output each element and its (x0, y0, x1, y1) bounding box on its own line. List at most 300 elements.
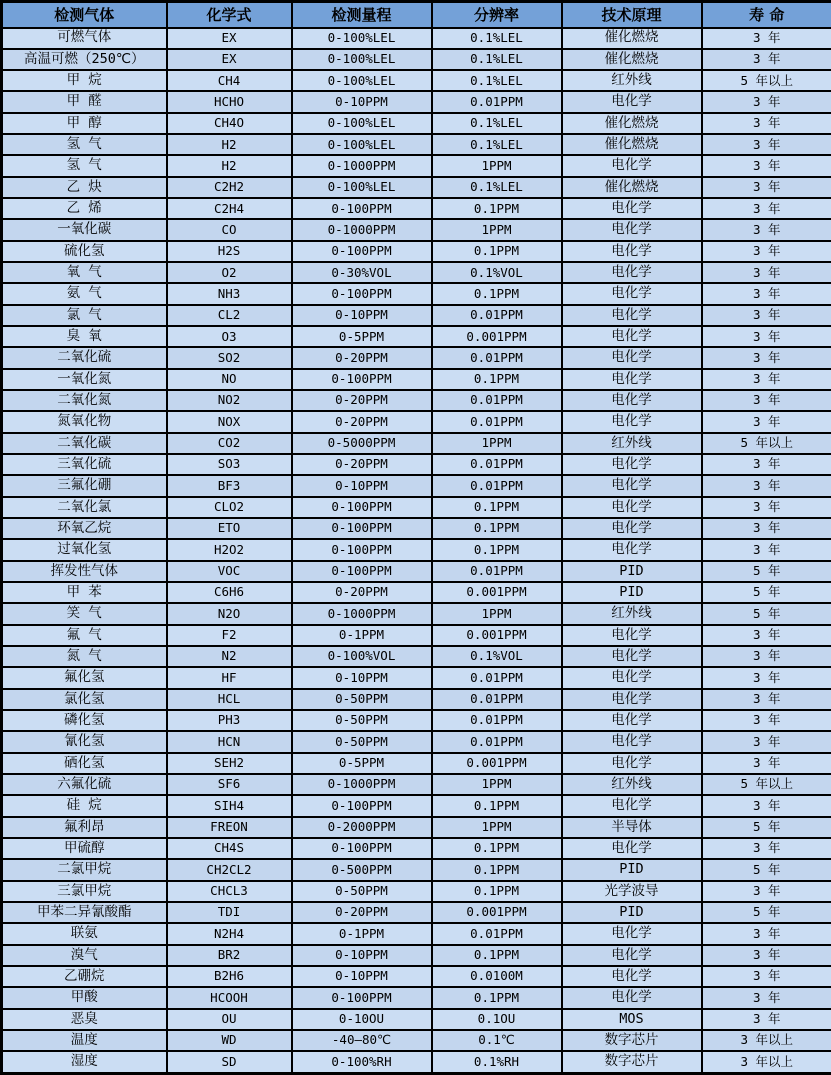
cell-technology: 电化学 (562, 646, 702, 667)
cell-technology: 电化学 (562, 497, 702, 518)
cell-gas-name: 环氧乙烷 (2, 518, 167, 539)
cell-detection-range: 0-20PPM (292, 390, 432, 411)
cell-detection-range: 0-100PPM (292, 283, 432, 304)
cell-chemical-formula: CHCL3 (167, 881, 292, 902)
cell-technology: 催化燃烧 (562, 134, 702, 155)
cell-lifespan: 3 年 (702, 795, 831, 816)
cell-technology: 电化学 (562, 689, 702, 710)
cell-technology: 电化学 (562, 454, 702, 475)
cell-detection-range: 0-20PPM (292, 454, 432, 475)
cell-gas-name: 甲苯二异氰酸酯 (2, 902, 167, 923)
cell-gas-name: 挥发性气体 (2, 561, 167, 582)
cell-chemical-formula: OU (167, 1009, 292, 1030)
table-row (2, 177, 831, 198)
cell-resolution: 0.01PPM (432, 731, 562, 752)
cell-gas-name: 甲 苯 (2, 582, 167, 603)
cell-detection-range: 0-100%LEL (292, 113, 432, 134)
cell-detection-range: 0-100%LEL (292, 28, 432, 49)
cell-technology: 电化学 (562, 838, 702, 859)
cell-lifespan: 3 年 (702, 390, 831, 411)
cell-resolution: 0.1%LEL (432, 113, 562, 134)
cell-chemical-formula: N2 (167, 646, 292, 667)
cell-resolution: 0.001PPM (432, 326, 562, 347)
cell-technology: 数字芯片 (562, 1030, 702, 1051)
table-row (2, 753, 831, 774)
cell-chemical-formula: C2H4 (167, 198, 292, 219)
cell-detection-range: 0-1000PPM (292, 155, 432, 176)
cell-detection-range: 0-10PPM (292, 966, 432, 987)
cell-chemical-formula: ETO (167, 518, 292, 539)
cell-lifespan: 3 年 (702, 966, 831, 987)
cell-lifespan: 3 年 (702, 219, 831, 240)
cell-chemical-formula: F2 (167, 625, 292, 646)
table-row (2, 625, 831, 646)
gas-table-body (2, 28, 831, 1074)
cell-chemical-formula: HCHO (167, 91, 292, 112)
cell-detection-range: 0-100PPM (292, 795, 432, 816)
cell-chemical-formula: NOX (167, 411, 292, 432)
cell-detection-range: 0-1000PPM (292, 774, 432, 795)
cell-gas-name: 氧 气 (2, 262, 167, 283)
cell-detection-range: 0-5000PPM (292, 433, 432, 454)
table-row (2, 603, 831, 624)
table-row (2, 198, 831, 219)
cell-chemical-formula: SD (167, 1051, 292, 1073)
cell-technology: 电化学 (562, 945, 702, 966)
cell-detection-range: 0-100PPM (292, 561, 432, 582)
cell-gas-name: 甲硫醇 (2, 838, 167, 859)
cell-resolution: 0.01PPM (432, 390, 562, 411)
cell-technology: 催化燃烧 (562, 177, 702, 198)
cell-gas-name: 硒化氢 (2, 753, 167, 774)
cell-lifespan: 5 年 (702, 561, 831, 582)
table-row (2, 347, 831, 368)
cell-detection-range: 0-10PPM (292, 91, 432, 112)
cell-technology: 电化学 (562, 219, 702, 240)
cell-technology: 电化学 (562, 475, 702, 496)
table-row (2, 305, 831, 326)
cell-gas-name: 硫化氢 (2, 241, 167, 262)
cell-resolution: 0.0100M (432, 966, 562, 987)
cell-lifespan: 3 年 (702, 177, 831, 198)
cell-lifespan: 3 年 (702, 753, 831, 774)
cell-gas-name: 乙 烯 (2, 198, 167, 219)
cell-gas-name: 氢 气 (2, 134, 167, 155)
cell-gas-name: 氟化氢 (2, 667, 167, 688)
cell-technology: PID (562, 561, 702, 582)
cell-lifespan: 3 年 (702, 134, 831, 155)
cell-technology: PID (562, 582, 702, 603)
cell-detection-range: 0-10OU (292, 1009, 432, 1030)
cell-technology: 电化学 (562, 326, 702, 347)
cell-technology: 电化学 (562, 710, 702, 731)
table-row (2, 710, 831, 731)
cell-resolution: 0.01PPM (432, 91, 562, 112)
cell-gas-name: 二氧化碳 (2, 433, 167, 454)
cell-technology: 电化学 (562, 91, 702, 112)
cell-chemical-formula: VOC (167, 561, 292, 582)
cell-technology: 电化学 (562, 369, 702, 390)
cell-resolution: 0.1PPM (432, 859, 562, 880)
cell-chemical-formula: H2 (167, 155, 292, 176)
cell-technology: PID (562, 902, 702, 923)
cell-resolution: 0.1PPM (432, 945, 562, 966)
cell-lifespan: 3 年 (702, 667, 831, 688)
table-row (2, 987, 831, 1008)
cell-lifespan: 3 年 (702, 369, 831, 390)
cell-detection-range: 0-1PPM (292, 923, 432, 944)
cell-chemical-formula: SIH4 (167, 795, 292, 816)
cell-chemical-formula: EX (167, 28, 292, 49)
header-row (2, 2, 831, 28)
table-header (2, 2, 831, 28)
cell-chemical-formula: NO (167, 369, 292, 390)
cell-chemical-formula: PH3 (167, 710, 292, 731)
table-row (2, 689, 831, 710)
cell-gas-name: 湿度 (2, 1051, 167, 1073)
header-gas-name: 检测气体 (2, 2, 167, 28)
cell-technology: 电化学 (562, 625, 702, 646)
table-row (2, 774, 831, 795)
cell-gas-name: 氯 气 (2, 305, 167, 326)
cell-gas-name: 可燃气体 (2, 28, 167, 49)
cell-technology: 电化学 (562, 241, 702, 262)
cell-gas-name: 氟 气 (2, 625, 167, 646)
cell-technology: 电化学 (562, 966, 702, 987)
table-row (2, 561, 831, 582)
cell-resolution: 0.01PPM (432, 411, 562, 432)
cell-lifespan: 3 年 (702, 241, 831, 262)
table-row (2, 70, 831, 91)
table-row (2, 795, 831, 816)
cell-detection-range: 0-10PPM (292, 945, 432, 966)
cell-detection-range: 0-100%LEL (292, 134, 432, 155)
cell-lifespan: 5 年 (702, 582, 831, 603)
cell-lifespan: 3 年 (702, 497, 831, 518)
cell-gas-name: 六氟化硫 (2, 774, 167, 795)
cell-resolution: 0.1PPM (432, 369, 562, 390)
cell-chemical-formula: CH4S (167, 838, 292, 859)
cell-resolution: 0.01PPM (432, 454, 562, 475)
cell-gas-name: 笑 气 (2, 603, 167, 624)
cell-detection-range: 0-1PPM (292, 625, 432, 646)
cell-chemical-formula: CO (167, 219, 292, 240)
cell-gas-name: 三氧化硫 (2, 454, 167, 475)
cell-chemical-formula: CO2 (167, 433, 292, 454)
cell-resolution: 0.001PPM (432, 902, 562, 923)
cell-resolution: 0.1%LEL (432, 49, 562, 70)
cell-technology: 红外线 (562, 603, 702, 624)
cell-gas-name: 一氧化碳 (2, 219, 167, 240)
cell-gas-name: 温度 (2, 1030, 167, 1051)
cell-resolution: 0.1PPM (432, 497, 562, 518)
cell-technology: 催化燃烧 (562, 49, 702, 70)
table-row (2, 113, 831, 134)
cell-lifespan: 3 年 (702, 646, 831, 667)
cell-resolution: 0.01PPM (432, 475, 562, 496)
cell-lifespan: 5 年 (702, 902, 831, 923)
cell-gas-name: 乙 炔 (2, 177, 167, 198)
cell-lifespan: 5 年以上 (702, 70, 831, 91)
header-technology: 技术原理 (562, 2, 702, 28)
cell-lifespan: 3 年 (702, 326, 831, 347)
cell-chemical-formula: C6H6 (167, 582, 292, 603)
cell-technology: 电化学 (562, 390, 702, 411)
table-row (2, 454, 831, 475)
table-row (2, 326, 831, 347)
cell-detection-range: 0-1000PPM (292, 603, 432, 624)
cell-resolution: 0.1PPM (432, 795, 562, 816)
cell-resolution: 0.1PPM (432, 241, 562, 262)
cell-gas-name: 氮氧化物 (2, 411, 167, 432)
cell-technology: 半导体 (562, 817, 702, 838)
table-row (2, 411, 831, 432)
cell-technology: 红外线 (562, 774, 702, 795)
cell-resolution: 0.001PPM (432, 582, 562, 603)
cell-resolution: 1PPM (432, 774, 562, 795)
cell-gas-name: 二氧化氯 (2, 497, 167, 518)
cell-lifespan: 5 年 (702, 859, 831, 880)
cell-resolution: 0.1PPM (432, 198, 562, 219)
cell-chemical-formula: NH3 (167, 283, 292, 304)
header-lifespan: 寿 命 (702, 2, 831, 28)
cell-lifespan: 3 年 (702, 411, 831, 432)
cell-lifespan: 3 年 (702, 91, 831, 112)
cell-resolution: 0.1%VOL (432, 262, 562, 283)
cell-gas-name: 臭 氧 (2, 326, 167, 347)
table-row (2, 283, 831, 304)
table-row (2, 49, 831, 70)
cell-lifespan: 3 年 (702, 987, 831, 1008)
cell-gas-name: 氟利昂 (2, 817, 167, 838)
cell-chemical-formula: CH2CL2 (167, 859, 292, 880)
cell-technology: 光学波导 (562, 881, 702, 902)
cell-lifespan: 5 年 (702, 603, 831, 624)
cell-technology: PID (562, 859, 702, 880)
cell-lifespan: 3 年 (702, 28, 831, 49)
cell-gas-name: 三氟化硼 (2, 475, 167, 496)
cell-detection-range: 0-100PPM (292, 838, 432, 859)
cell-detection-range: 0-50PPM (292, 710, 432, 731)
cell-technology: 催化燃烧 (562, 28, 702, 49)
cell-lifespan: 5 年以上 (702, 433, 831, 454)
cell-technology: 电化学 (562, 411, 702, 432)
cell-gas-name: 溴气 (2, 945, 167, 966)
cell-chemical-formula: SO3 (167, 454, 292, 475)
cell-detection-range: 0-2000PPM (292, 817, 432, 838)
cell-resolution: 0.1%LEL (432, 70, 562, 91)
cell-resolution: 0.01PPM (432, 561, 562, 582)
cell-gas-name: 磷化氢 (2, 710, 167, 731)
table-row (2, 966, 831, 987)
cell-technology: 电化学 (562, 262, 702, 283)
cell-gas-name: 乙硼烷 (2, 966, 167, 987)
cell-lifespan: 3 年 (702, 518, 831, 539)
table-row (2, 646, 831, 667)
cell-lifespan: 3 年以上 (702, 1030, 831, 1051)
cell-technology: 催化燃烧 (562, 113, 702, 134)
cell-technology: 电化学 (562, 731, 702, 752)
cell-resolution: 0.1PPM (432, 838, 562, 859)
table-row (2, 369, 831, 390)
cell-gas-name: 二氧化硫 (2, 347, 167, 368)
cell-lifespan: 5 年 (702, 817, 831, 838)
table-row (2, 539, 831, 560)
table-row (2, 582, 831, 603)
table-row (2, 518, 831, 539)
table-row (2, 134, 831, 155)
cell-chemical-formula: HCL (167, 689, 292, 710)
cell-gas-name: 甲酸 (2, 987, 167, 1008)
cell-detection-range: 0-10PPM (292, 667, 432, 688)
cell-lifespan: 3 年 (702, 731, 831, 752)
cell-lifespan: 3 年 (702, 283, 831, 304)
cell-resolution: 0.1PPM (432, 987, 562, 1008)
cell-resolution: 0.1%LEL (432, 28, 562, 49)
header-resolution: 分辨率 (432, 2, 562, 28)
cell-detection-range: 0-50PPM (292, 731, 432, 752)
cell-detection-range: 0-100%LEL (292, 49, 432, 70)
cell-detection-range: -40—80℃ (292, 1030, 432, 1051)
cell-lifespan: 3 年 (702, 923, 831, 944)
cell-detection-range: 0-100PPM (292, 518, 432, 539)
cell-chemical-formula: CH4 (167, 70, 292, 91)
cell-lifespan: 3 年 (702, 838, 831, 859)
cell-technology: 数字芯片 (562, 1051, 702, 1073)
cell-chemical-formula: B2H6 (167, 966, 292, 987)
cell-detection-range: 0-20PPM (292, 902, 432, 923)
table-row (2, 262, 831, 283)
cell-gas-name: 联氨 (2, 923, 167, 944)
cell-lifespan: 3 年 (702, 49, 831, 70)
cell-gas-name: 二氯甲烷 (2, 859, 167, 880)
cell-detection-range: 0-30%VOL (292, 262, 432, 283)
table-row (2, 945, 831, 966)
cell-chemical-formula: H2 (167, 134, 292, 155)
cell-resolution: 0.1%VOL (432, 646, 562, 667)
table-row (2, 923, 831, 944)
cell-detection-range: 0-100PPM (292, 539, 432, 560)
cell-resolution: 0.1PPM (432, 283, 562, 304)
cell-resolution: 0.1%LEL (432, 177, 562, 198)
table-row (2, 1051, 831, 1073)
cell-lifespan: 5 年以上 (702, 774, 831, 795)
cell-chemical-formula: HF (167, 667, 292, 688)
cell-resolution: 0.01PPM (432, 347, 562, 368)
cell-technology: 电化学 (562, 347, 702, 368)
cell-gas-name: 氨 气 (2, 283, 167, 304)
table-row (2, 881, 831, 902)
cell-resolution: 1PPM (432, 603, 562, 624)
cell-lifespan: 3 年 (702, 262, 831, 283)
cell-technology: 红外线 (562, 433, 702, 454)
table-row (2, 497, 831, 518)
cell-chemical-formula: N2H4 (167, 923, 292, 944)
cell-chemical-formula: BF3 (167, 475, 292, 496)
cell-gas-name: 氢 气 (2, 155, 167, 176)
cell-gas-name: 二氧化氮 (2, 390, 167, 411)
table-row (2, 859, 831, 880)
cell-technology: 电化学 (562, 539, 702, 560)
cell-detection-range: 0-100PPM (292, 198, 432, 219)
cell-chemical-formula: SF6 (167, 774, 292, 795)
cell-resolution: 0.1OU (432, 1009, 562, 1030)
cell-detection-range: 0-500PPM (292, 859, 432, 880)
cell-gas-name: 硅 烷 (2, 795, 167, 816)
cell-lifespan: 3 年 (702, 1009, 831, 1030)
cell-lifespan: 3 年 (702, 625, 831, 646)
cell-gas-name: 甲 醛 (2, 91, 167, 112)
cell-technology: 红外线 (562, 70, 702, 91)
header-detection-range: 检测量程 (292, 2, 432, 28)
cell-gas-name: 高温可燃（250℃） (2, 49, 167, 70)
cell-resolution: 0.1PPM (432, 518, 562, 539)
cell-chemical-formula: O2 (167, 262, 292, 283)
cell-chemical-formula: N2O (167, 603, 292, 624)
cell-detection-range: 0-5PPM (292, 326, 432, 347)
cell-detection-range: 0-100%VOL (292, 646, 432, 667)
cell-detection-range: 0-100PPM (292, 987, 432, 1008)
cell-technology: MOS (562, 1009, 702, 1030)
cell-resolution: 0.1%LEL (432, 134, 562, 155)
table-row (2, 838, 831, 859)
cell-gas-name: 三氯甲烷 (2, 881, 167, 902)
table-row (2, 241, 831, 262)
cell-chemical-formula: CL2 (167, 305, 292, 326)
cell-technology: 电化学 (562, 305, 702, 326)
cell-detection-range: 0-1000PPM (292, 219, 432, 240)
cell-resolution: 1PPM (432, 155, 562, 176)
cell-technology: 电化学 (562, 795, 702, 816)
cell-detection-range: 0-100%RH (292, 1051, 432, 1073)
cell-chemical-formula: EX (167, 49, 292, 70)
cell-chemical-formula: HCOOH (167, 987, 292, 1008)
cell-detection-range: 0-20PPM (292, 582, 432, 603)
cell-gas-name: 氯化氢 (2, 689, 167, 710)
cell-resolution: 0.1PPM (432, 539, 562, 560)
cell-gas-name: 氰化氢 (2, 731, 167, 752)
cell-detection-range: 0-100PPM (292, 497, 432, 518)
cell-lifespan: 3 年 (702, 689, 831, 710)
table-row (2, 902, 831, 923)
cell-lifespan: 3 年以上 (702, 1051, 831, 1073)
cell-detection-range: 0-20PPM (292, 347, 432, 368)
table-row (2, 475, 831, 496)
cell-chemical-formula: H2S (167, 241, 292, 262)
cell-resolution: 0.1PPM (432, 881, 562, 902)
cell-chemical-formula: TDI (167, 902, 292, 923)
table-row (2, 155, 831, 176)
table-row (2, 28, 831, 49)
cell-resolution: 0.01PPM (432, 710, 562, 731)
cell-detection-range: 0-10PPM (292, 305, 432, 326)
cell-technology: 电化学 (562, 283, 702, 304)
cell-detection-range: 0-50PPM (292, 881, 432, 902)
cell-gas-name: 氮 气 (2, 646, 167, 667)
cell-technology: 电化学 (562, 987, 702, 1008)
cell-lifespan: 3 年 (702, 113, 831, 134)
table-row (2, 1009, 831, 1030)
cell-detection-range: 0-10PPM (292, 475, 432, 496)
table-row (2, 91, 831, 112)
cell-technology: 电化学 (562, 155, 702, 176)
cell-gas-name: 恶臭 (2, 1009, 167, 1030)
cell-chemical-formula: WD (167, 1030, 292, 1051)
cell-technology: 电化学 (562, 518, 702, 539)
cell-chemical-formula: CH4O (167, 113, 292, 134)
cell-lifespan: 3 年 (702, 155, 831, 176)
cell-chemical-formula: SO2 (167, 347, 292, 368)
